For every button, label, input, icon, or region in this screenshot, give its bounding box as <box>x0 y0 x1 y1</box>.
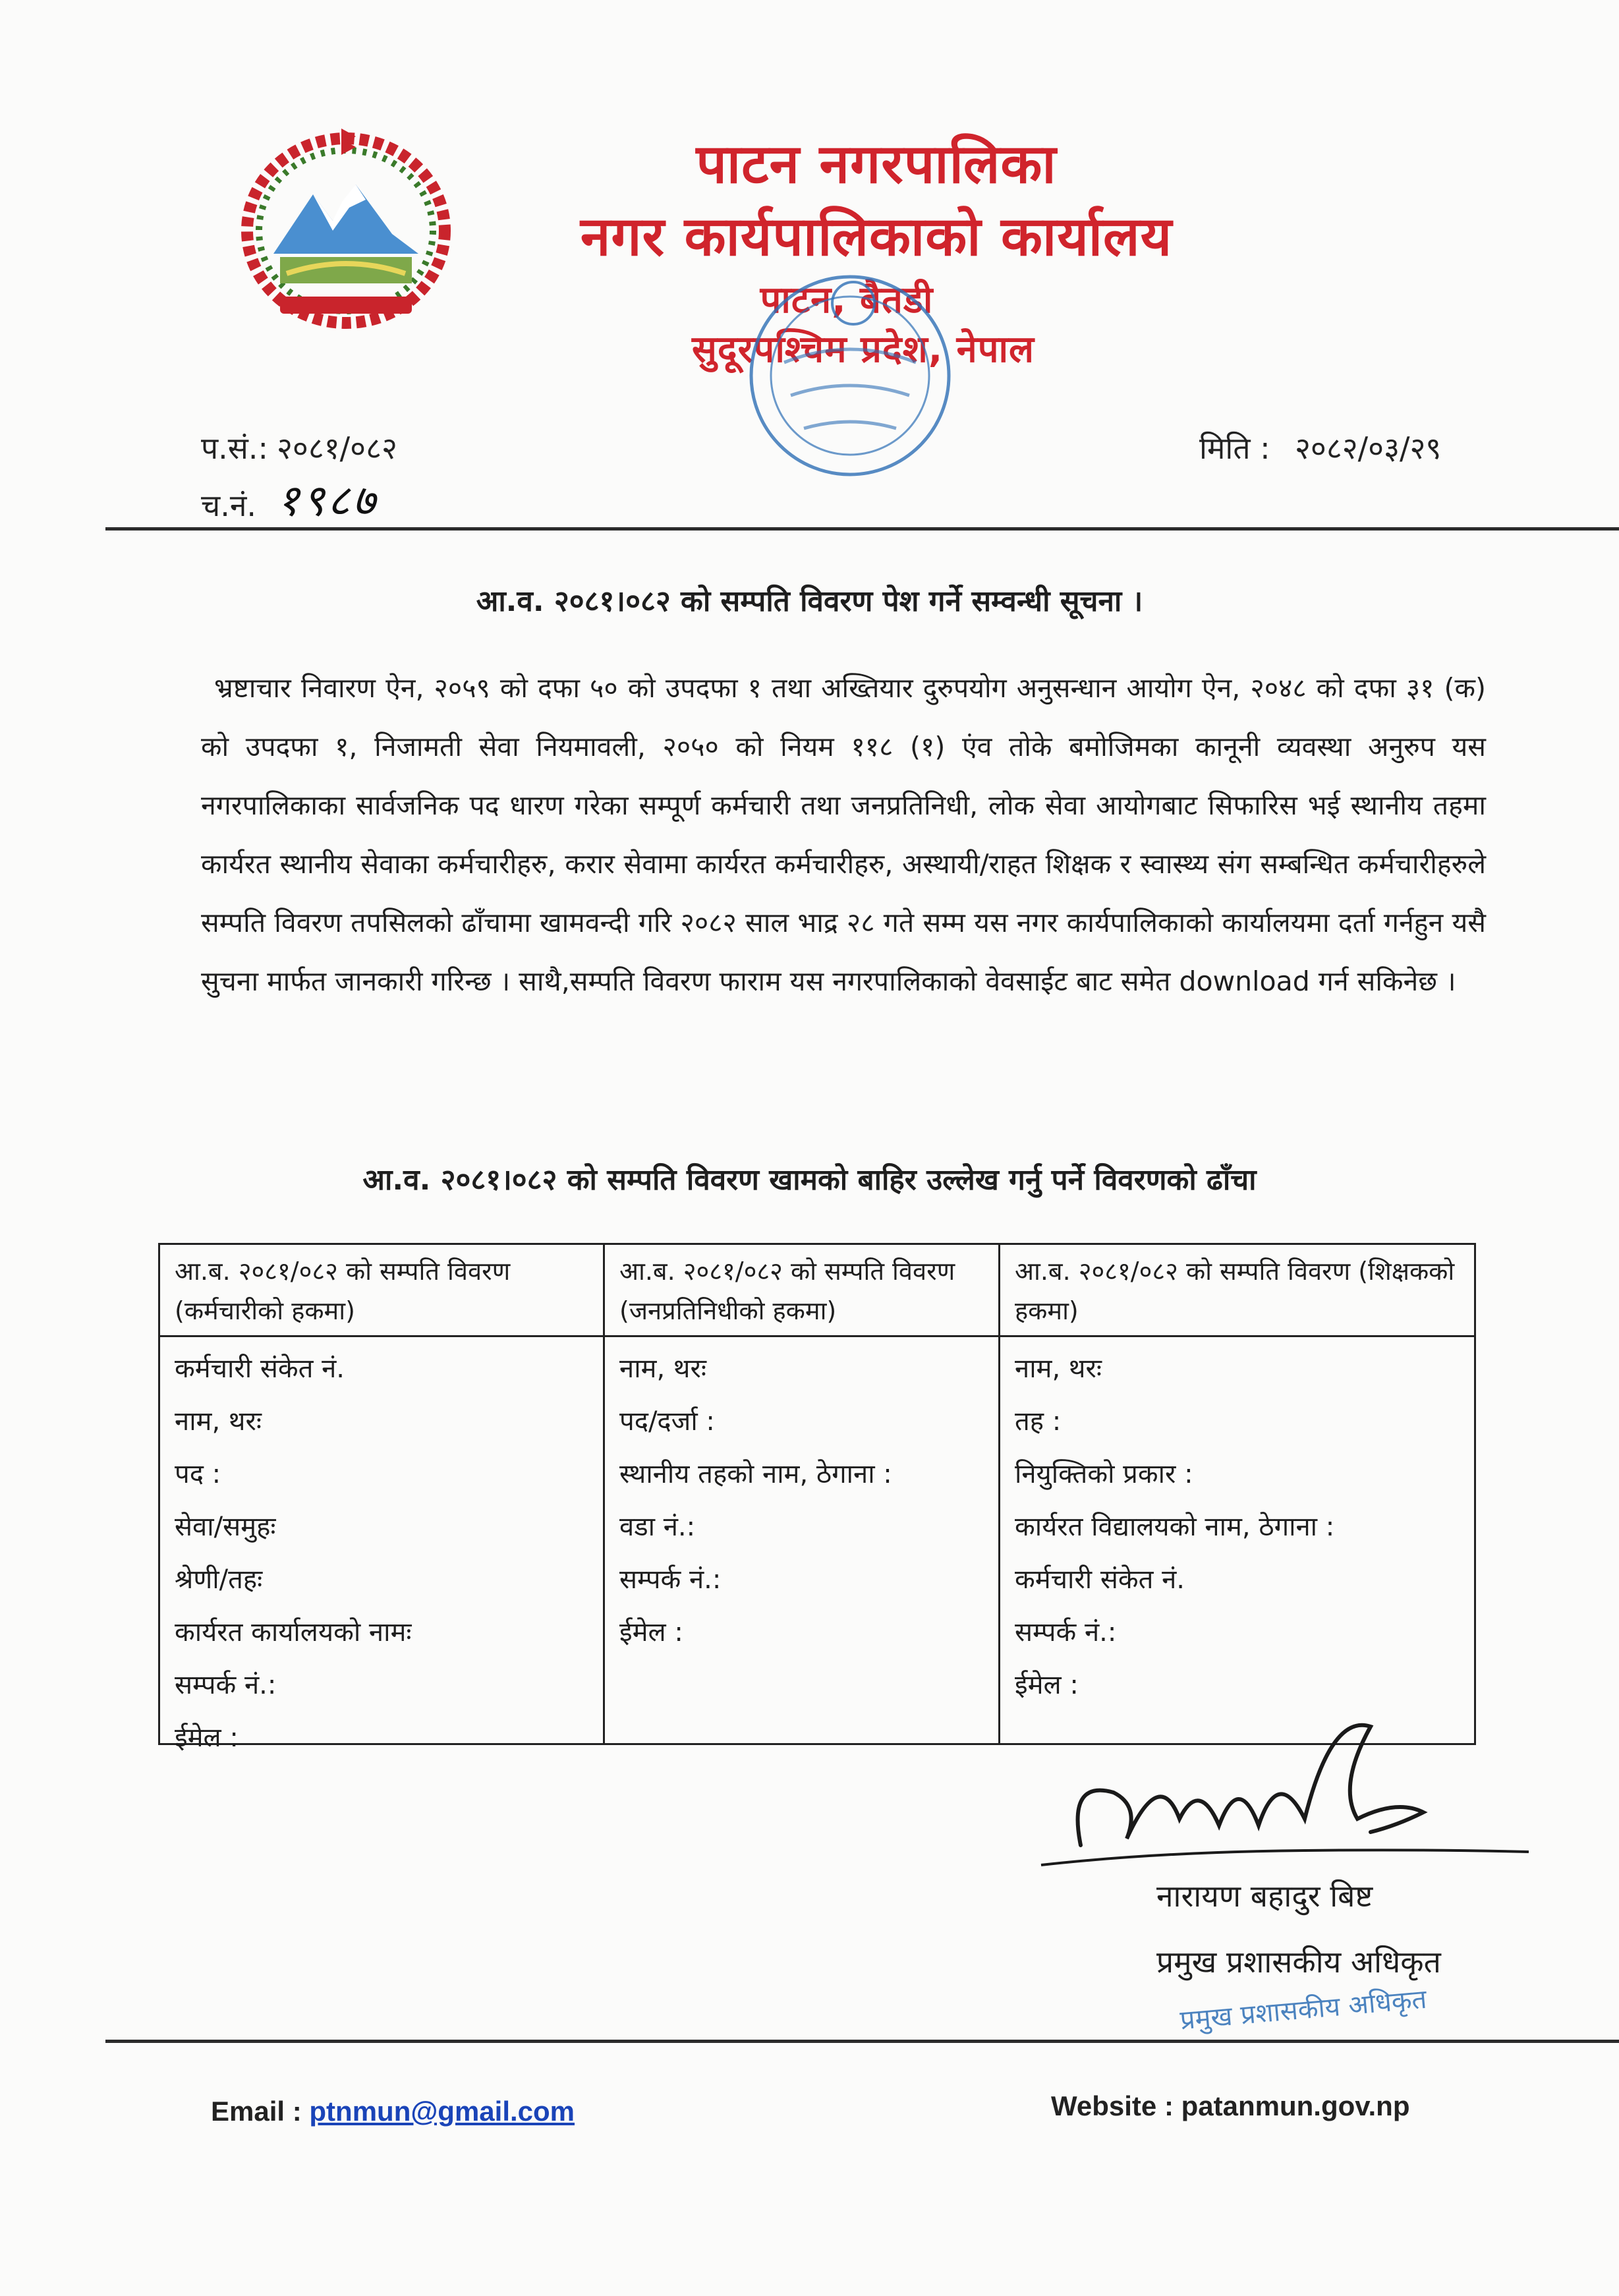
email-link[interactable]: ptnmun@gmail.com <box>309 2096 575 2127</box>
signature-icon <box>1028 1687 1542 1898</box>
date-label: मिति : <box>1199 430 1270 466</box>
table-column-teacher <box>1000 1245 1474 1743</box>
field-label: कर्मचारी संकेत नं. <box>1015 1564 1185 1595</box>
nepal-government-emblem-icon <box>234 122 458 333</box>
website-link[interactable]: patanmun.gov.np <box>1181 2090 1410 2121</box>
column-fields <box>160 1337 603 1769</box>
notice-body: भ्रष्टाचार निवारण ऐन, २०५९ को दफा ५० को उपदफा १ तथा अख्तियार दुरुपयोग अनुसन्धान आयोग ऐन, २०४८ को दफा ३१ (क) को उपदफा १, निजामती सेवा नियमावली, २०५० को नियम ११८ (१) एंव तोके बमोजिमका कानूनी व्यवस्था अनुरुप यस नगरपालिकाका सार्वजनिक पद धारण गरेका सम्पूर्ण कर्मचारी तथा जनप्रतिनिधी, लोक सेवा आयोगबाट सिफारिस भई स्थानीय तहमा कार्यरत स्थानीय सेवाका कर्मचारीहरु, करार सेवामा कार्यरत कर्मचारीहरु, अस्थायी/राहत शिक्षक र स्वास्थ्य संग सम्बन्धित कर्मचारीहरुले सम्पति विवरण तपसिलको ढाँचामा खामवन्दी गरि २०८२ साल भाद्र २८ गते सम्म यस नगर कार्यपालिकाको कार्यालयमा दर्ता गर्नहुन यसै सुचना मार्फत जानकारी गरिन्छ । साथै,सम्पति विवरण फाराम यस नगरपालिकाको वेवसाईट बाट समेत download गर्न सकिनेछ । <box>201 672 1486 997</box>
signatory-stamp: प्रमुख प्रशासकीय अधिकृत <box>1178 1984 1429 2036</box>
field-label: कार्यरत कार्यालयको नामः <box>175 1617 412 1648</box>
field-label: वडा नं.: <box>619 1512 696 1542</box>
signatory-name: नारायण बहादुर बिष्ट <box>1156 1878 1373 1914</box>
field-label: नाम, थरः <box>175 1406 262 1437</box>
field-label: ईमेल : <box>619 1617 683 1648</box>
table-column-employee <box>160 1245 605 1753</box>
office-province: सुदूरपश्चिम प्रदेश, नेपाल <box>692 328 1035 371</box>
signatory-title: प्रमुख प्रशासकीय अधिकृत <box>1156 1944 1441 1980</box>
column-fields <box>605 1337 998 1664</box>
email-label: Email : <box>211 2096 302 2127</box>
field-label: स्थानीय तहको नाम, ठेगाना : <box>619 1459 892 1489</box>
field-label: पद/दर्जा : <box>619 1406 715 1437</box>
field-label: श्रेणी/तहः <box>175 1564 263 1595</box>
table-title: आ.व. २०८१।०८२ को सम्पति विवरण खामको बाहिर उल्लेख गर्नु पर्ने विवरणको ढाँचा <box>362 1163 1257 1197</box>
field-label: कार्यरत विद्यालयको नाम, ठेगाना : <box>1015 1512 1335 1542</box>
field-label: पद : <box>175 1459 221 1489</box>
header-divider <box>105 527 1619 531</box>
field-label: नियुक्तिको प्रकार : <box>1015 1459 1193 1489</box>
envelope-format-table <box>158 1243 1476 1753</box>
field-label: सम्पर्क नं.: <box>1015 1617 1117 1648</box>
reference-number: २०८१/०८२ <box>277 430 397 466</box>
dispatch-number: १९८७ <box>277 475 378 526</box>
website-label: Website : <box>1051 2090 1174 2121</box>
date-value: २०८२/०३/२९ <box>1295 430 1442 466</box>
notice-subject: आ.व. २०८१।०८२ को सम्पति विवरण पेश गर्ने सम्वन्धी सूचना । <box>476 585 1143 618</box>
table-column-representative <box>605 1245 1000 1743</box>
field-label: तह : <box>1015 1406 1062 1437</box>
column-heading: आ.ब. २०८१/०८२ को सम्पति विवरण (शिक्षकको हकमा) <box>1000 1245 1474 1337</box>
column-heading: आ.ब. २०८१/०८२ को सम्पति विवरण (जनप्रतिनिधीको हकमा) <box>605 1245 998 1337</box>
field-label: सम्पर्क नं.: <box>619 1564 722 1595</box>
field-label: कर्मचारी संकेत नं. <box>175 1354 345 1384</box>
field-label: ईमेल : <box>175 1723 239 1753</box>
column-fields <box>1000 1337 1474 1717</box>
dispatch-label: च.नं. <box>201 488 256 523</box>
field-label: नाम, थरः <box>619 1354 706 1384</box>
field-label: सम्पर्क नं.: <box>175 1670 277 1700</box>
column-heading: आ.ब. २०८१/०८२ को सम्पति विवरण (कर्मचारीको हकमा) <box>160 1245 603 1337</box>
office-location: पाटन, बैतडी <box>760 279 934 322</box>
footer-website <box>1051 2090 1409 2122</box>
field-label: नाम, थरः <box>1015 1354 1102 1384</box>
field-label: ईमेल : <box>1015 1670 1079 1700</box>
field-label: सेवा/समुहः <box>175 1512 276 1542</box>
footer-email <box>211 2096 575 2127</box>
reference-label: प.सं.: <box>201 430 268 466</box>
office-title: नगर कार्यपालिकाको कार्यालय <box>580 206 1173 268</box>
office-stamp-icon <box>738 264 962 488</box>
org-title: पाटन नगरपालिका <box>696 133 1057 196</box>
footer-divider <box>105 2040 1619 2043</box>
